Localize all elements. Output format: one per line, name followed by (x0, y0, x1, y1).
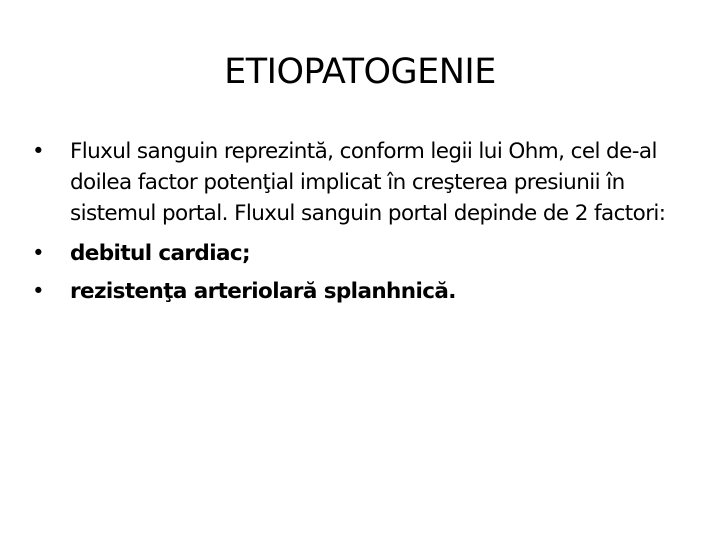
bullet-text-debit: debitul cardiac; (70, 241, 251, 266)
bullet-item-rezistenta (32, 276, 692, 307)
bullet-item-flux (32, 136, 692, 229)
bullet-marker: • (32, 139, 45, 164)
bullet-item-debit (32, 238, 692, 269)
bullet-text-flux: Fluxul sanguin reprezintă, conform legii lui Ohm, cel de-al doilea factor potenţial implicat în creşterea presiunii în sistemul portal. Fluxul sanguin portal depinde de 2 factori: (70, 139, 666, 226)
slide-title: ETIOPATOGENIE (224, 52, 496, 92)
bullet-marker: • (32, 279, 45, 304)
bullet-marker: • (32, 241, 45, 266)
bullet-list (32, 136, 692, 314)
bullet-text-rezistenta: rezistenţa arteriolară splanhnică. (70, 279, 456, 304)
